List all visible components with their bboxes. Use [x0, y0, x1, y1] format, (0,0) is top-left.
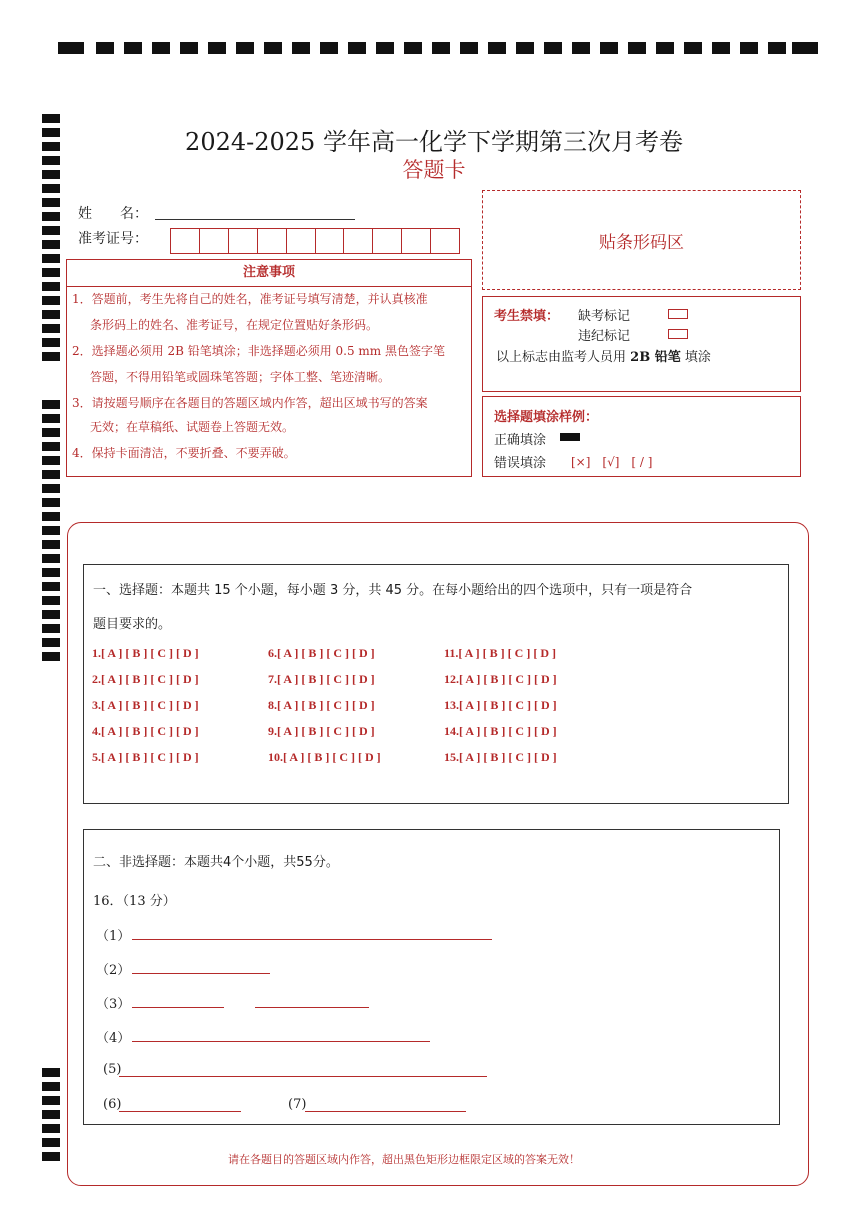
page-title: 2024-2025 学年高一化学下学期第三次月考卷: [185, 128, 683, 156]
footer-warning: 请在各题目的答题区域内作答，超出黑色矩形边框限定区域的答案无效！: [228, 1153, 580, 1166]
timing-mark: [42, 526, 60, 535]
question-3[interactable]: [92, 698, 199, 713]
violation-label: 违纪标记: [578, 329, 631, 344]
answer-line-6[interactable]: [119, 1096, 241, 1112]
timing-mark: [42, 226, 60, 235]
barcode-area[interactable]: [482, 190, 801, 290]
question-2[interactable]: [92, 672, 199, 687]
absent-checkbox[interactable]: [668, 309, 688, 319]
id-boxes[interactable]: [170, 228, 460, 254]
answer-line-3b[interactable]: [255, 992, 369, 1008]
timing-mark: [768, 42, 786, 54]
question-10[interactable]: [268, 750, 381, 765]
q-number: 6.: [268, 646, 277, 660]
timing-mark: [42, 456, 60, 465]
q-number: 11.: [444, 646, 459, 660]
ban-title: 考生禁填：: [494, 309, 560, 324]
timing-mark: [124, 42, 142, 54]
timing-mark: [42, 240, 60, 249]
timing-mark: [42, 310, 60, 319]
correct-fill-sample: [560, 433, 580, 441]
correct-label: 正确填涂: [494, 433, 547, 448]
section1-heading-2: 题目要求的。: [93, 617, 172, 632]
q-options[interactable]: [ A ] [ B ] [ C ] [ D ]: [101, 698, 199, 712]
timing-mark: [42, 296, 60, 305]
timing-mark: [152, 42, 170, 54]
notice-item: 答题，不得用铅笔或圆珠笔答题；字体工整、笔迹清晰。: [90, 370, 391, 384]
q-number: 15.: [444, 750, 459, 764]
timing-mark: [600, 42, 618, 54]
timing-mark: [42, 1082, 60, 1091]
q-number: 7.: [268, 672, 277, 686]
timing-mark: [42, 198, 60, 207]
timing-mark: [42, 338, 60, 347]
timing-mark: [42, 470, 60, 479]
timing-mark: [42, 582, 60, 591]
barcode-label: 贴条形码区: [599, 232, 684, 253]
id-digit-box[interactable]: [316, 228, 345, 254]
q-options[interactable]: [ A ] [ B ] [ C ] [ D ]: [101, 724, 199, 738]
answer-line-4[interactable]: [132, 1026, 430, 1042]
timing-mark: [628, 42, 646, 54]
q-options[interactable]: [ A ] [ B ] [ C ] [ D ]: [277, 646, 375, 660]
q-number: 3.: [92, 698, 101, 712]
q-number: 5.: [92, 750, 101, 764]
q-number: 2.: [92, 672, 101, 686]
wrong-label: 错误填涂: [494, 456, 547, 471]
timing-mark: [432, 42, 450, 54]
answer-label-5: (5): [103, 1062, 122, 1077]
q-options[interactable]: [ A ] [ B ] [ C ] [ D ]: [277, 672, 375, 686]
name-label: 姓 名：: [78, 206, 148, 222]
timing-mark: [42, 568, 60, 577]
timing-mark: [42, 414, 60, 423]
q-options[interactable]: [ A ] [ B ] [ C ] [ D ]: [459, 724, 557, 738]
timing-mark: [42, 442, 60, 451]
id-digit-box[interactable]: [200, 228, 229, 254]
notice-item: 2．选择题必须用 2B 铅笔填涂；非选择题必须用 0.5 mm 黑色签字笔: [72, 344, 446, 358]
q-options[interactable]: [ A ] [ B ] [ C ] [ D ]: [277, 724, 375, 738]
timing-mark: [42, 254, 60, 263]
q-options[interactable]: [ A ] [ B ] [ C ] [ D ]: [101, 672, 199, 686]
question-13[interactable]: [444, 698, 557, 713]
violation-checkbox[interactable]: [668, 329, 688, 339]
answer-line-3a[interactable]: [132, 992, 224, 1008]
timing-mark: [42, 1124, 60, 1133]
timing-mark: [348, 42, 366, 54]
timing-mark: [404, 42, 422, 54]
timing-mark: [42, 400, 60, 409]
timing-mark: [42, 554, 60, 563]
q-number: 14.: [444, 724, 459, 738]
timing-mark: [58, 42, 84, 54]
notice-item: 无效；在草稿纸、试题卷上答题无效。: [90, 420, 295, 434]
timing-mark: [42, 512, 60, 521]
absent-label: 缺考标记: [578, 309, 631, 324]
question-11[interactable]: [444, 646, 556, 661]
timing-mark: [42, 184, 60, 193]
timing-mark: [712, 42, 730, 54]
ban-note-end: 填涂: [684, 350, 711, 365]
question-15[interactable]: [444, 750, 557, 765]
timing-mark: [42, 428, 60, 437]
timing-mark: [42, 352, 60, 361]
q-number: 9.: [268, 724, 277, 738]
q-number: 4.: [92, 724, 101, 738]
q-options[interactable]: [ A ] [ B ] [ C ] [ D ]: [283, 750, 381, 764]
answer-line-1[interactable]: [132, 924, 492, 940]
timing-mark: [96, 42, 114, 54]
q-number: 8.: [268, 698, 277, 712]
timing-mark: [42, 596, 60, 605]
timing-mark: [320, 42, 338, 54]
timing-mark: [42, 268, 60, 277]
timing-mark: [544, 42, 562, 54]
q-options[interactable]: [ A ] [ B ] [ C ] [ D ]: [459, 698, 557, 712]
question-5[interactable]: [92, 750, 199, 765]
id-label: 准考证号：: [78, 231, 148, 247]
timing-mark: [42, 282, 60, 291]
answer-label-1: （1）: [96, 929, 131, 944]
timing-mark: [42, 540, 60, 549]
id-digit-box[interactable]: [287, 228, 316, 254]
timing-mark: [740, 42, 758, 54]
question-6[interactable]: [268, 646, 375, 661]
question-1[interactable]: [92, 646, 199, 661]
answer-line-7[interactable]: [305, 1096, 466, 1112]
timing-mark: [572, 42, 590, 54]
id-digit-box[interactable]: [373, 228, 402, 254]
timing-mark: [236, 42, 254, 54]
name-field[interactable]: [155, 202, 355, 220]
notice-item: 3．请按题号顺序在各题目的答题区域内作答，超出区域书写的答案: [72, 396, 428, 410]
ban-note-bold: 2B 铅笔: [630, 350, 681, 365]
timing-mark: [42, 638, 60, 647]
timing-mark: [42, 1068, 60, 1077]
id-digit-box[interactable]: [431, 228, 460, 254]
timing-mark: [292, 42, 310, 54]
id-digit-box[interactable]: [229, 228, 258, 254]
timing-mark: [180, 42, 198, 54]
section1-heading: 一、选择题：本题共 15 个小题，每小题 3 分，共 45 分。在每小题给出的四个选项中，只有一项是符合: [93, 583, 693, 598]
question-8[interactable]: [268, 698, 375, 713]
timing-mark: [42, 498, 60, 507]
answer-label-4: （4）: [96, 1031, 131, 1046]
q-number: 10.: [268, 750, 283, 764]
timing-mark: [42, 212, 60, 221]
section2-box: [83, 829, 780, 1125]
id-digit-box[interactable]: [344, 228, 373, 254]
notice-item: 4．保持卡面清洁，不要折叠、不要弄破。: [72, 446, 296, 460]
timing-mark: [42, 610, 60, 619]
timing-mark: [792, 42, 818, 54]
notice-item: 条形码上的姓名、准考证号，在规定位置贴好条形码。: [90, 318, 379, 332]
timing-mark: [656, 42, 674, 54]
timing-mark: [460, 42, 478, 54]
timing-mark: [208, 42, 226, 54]
answer-label-6: (6): [103, 1097, 122, 1112]
ban-note-text: 以上标志由监考人员用: [496, 350, 627, 365]
id-digit-box[interactable]: [258, 228, 287, 254]
section2-heading: 二、非选择题：本题共4个小题，共55分。: [93, 855, 339, 870]
timing-mark: [516, 42, 534, 54]
answer-label-3: （3）: [96, 997, 131, 1012]
question-9[interactable]: [268, 724, 375, 739]
question-14[interactable]: [444, 724, 557, 739]
answer-line-2[interactable]: [132, 958, 270, 974]
timing-mark: [42, 484, 60, 493]
timing-mark: [42, 324, 60, 333]
timing-mark: [488, 42, 506, 54]
q-options[interactable]: [ A ] [ B ] [ C ] [ D ]: [459, 672, 557, 686]
id-digit-box[interactable]: [170, 228, 200, 254]
q-options[interactable]: [ A ] [ B ] [ C ] [ D ]: [277, 698, 375, 712]
timing-mark: [42, 1096, 60, 1105]
id-digit-box[interactable]: [402, 228, 431, 254]
q-options[interactable]: [ A ] [ B ] [ C ] [ D ]: [458, 646, 556, 660]
q-number: 13.: [444, 698, 459, 712]
q16-label: 16．（13 分）: [93, 894, 176, 909]
q-options[interactable]: [ A ] [ B ] [ C ] [ D ]: [101, 646, 199, 660]
answer-line-5[interactable]: [119, 1061, 487, 1077]
timing-mark: [42, 624, 60, 633]
question-12[interactable]: [444, 672, 557, 687]
wrong-marks: [×] [√] [ / ]: [571, 455, 653, 469]
notice-item: 1．答题前，考生先将自己的姓名，准考证号填写清楚，并认真核准: [72, 292, 428, 306]
timing-mark: [376, 42, 394, 54]
timing-mark: [264, 42, 282, 54]
question-7[interactable]: [268, 672, 375, 687]
timing-mark: [42, 1138, 60, 1147]
sample-title: 选择题填涂样例：: [494, 410, 599, 425]
notice-title: 注意事项: [67, 260, 471, 287]
answer-label-2: （2）: [96, 963, 131, 978]
answer-label-7: (7): [288, 1097, 307, 1112]
timing-mark: [42, 1110, 60, 1119]
q-number: 12.: [444, 672, 459, 686]
ban-note: [496, 346, 711, 365]
timing-mark: [42, 652, 60, 661]
timing-mark: [684, 42, 702, 54]
question-4[interactable]: [92, 724, 199, 739]
page-subtitle: 答题卡: [402, 158, 466, 182]
q-options[interactable]: [ A ] [ B ] [ C ] [ D ]: [101, 750, 199, 764]
q-number: 1.: [92, 646, 101, 660]
q-options[interactable]: [ A ] [ B ] [ C ] [ D ]: [459, 750, 557, 764]
